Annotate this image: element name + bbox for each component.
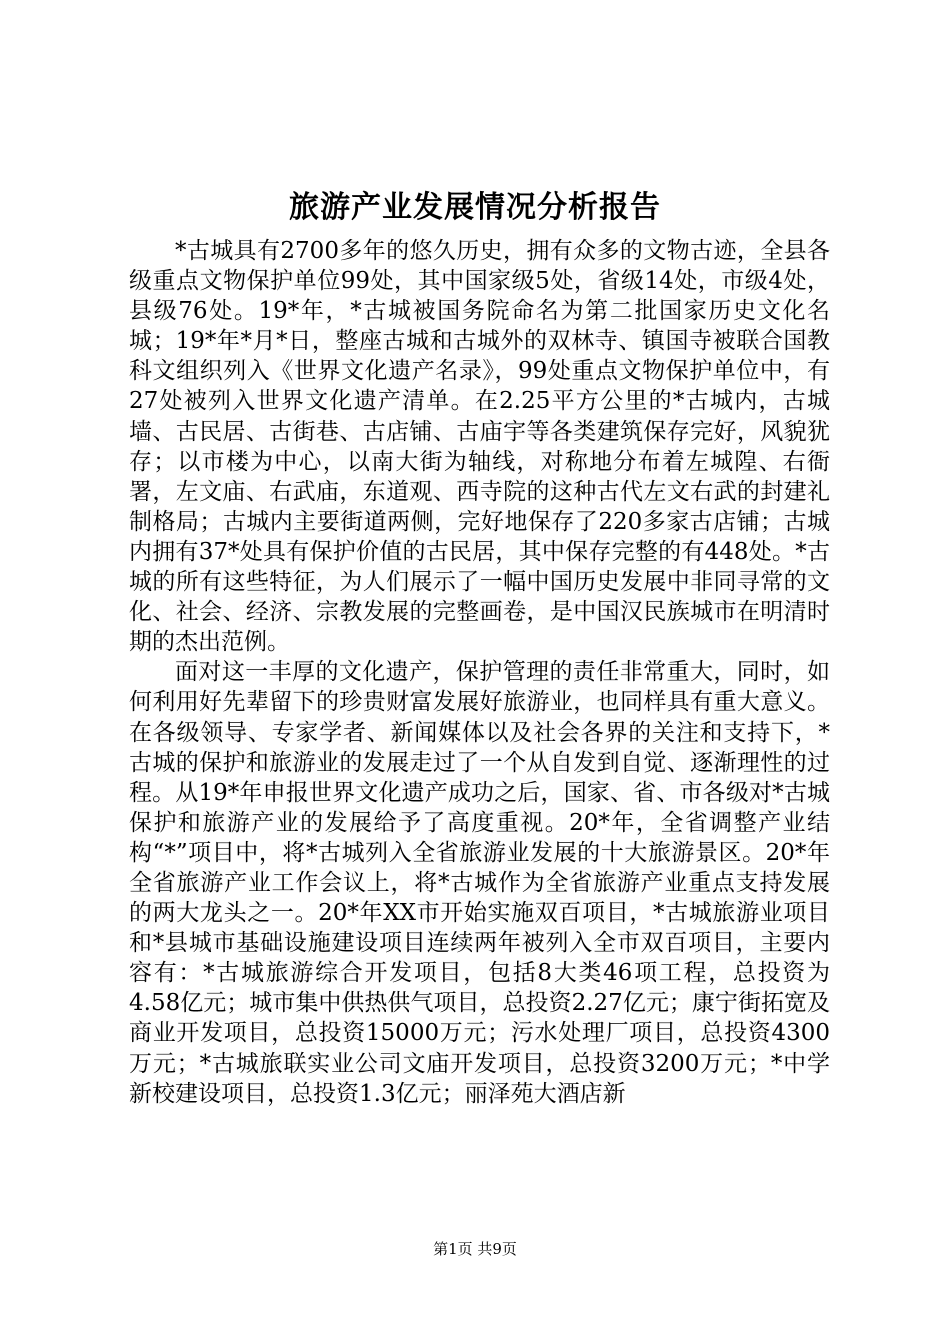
paragraph-1: *古城具有2700多年的悠久历史，拥有众多的文物古迹，全县各级重点文物保护单位99处，其中国家级5处，省级14处，市级4处，县级76处。19*年，*古城被国务院命名为第二批国家历史文化名城；19*年*月*日，整座古城和古城外的双林寺、镇国寺被联合国教科文组织列入《世界文化遗产名录》，99处重点文物保护单位中，有27处被列入世界文化遗产清单。在2.25平方公里的*古城内，古城墙、古民居、古街巷、古店铺、古庙宇等各类建筑保存完好，风貌犹存；以市楼为中心，以南大街为轴线，对称地分布着左城隍、右衙署，左文庙、右武庙，东道观、西寺院的这种古代左文右武的封建礼制格局；古城内主要街道两侧，完好地保存了220多家古店铺；古城内拥有37*处具有保护价值的古民居，其中保存完整的有448处。*古城的所有这些特征，为人们展示了一幅中国历史发展中非同寻常的文化、社会、经济、宗教发展的完整画卷，是中国汉民族城市在明清时期的杰出范例。 [129,238,830,656]
document-body [129,236,830,1109]
paragraph-2: 面对这一丰厚的文化遗产，保护管理的责任非常重大，同时，如何利用好先辈留下的珍贵财富发展好旅游业，也同样具有重大意义。在各级领导、专家学者、新闻媒体以及社会各界的关注和支持下，*古城的保护和旅游业的发展走过了一个从自发到自觉、逐渐理性的过程。从19*年申报世界文化遗产成功之后，国家、省、市各级对*古城保护和旅游产业的发展给予了高度重视。20*年，全省调整产业结构“*”项目中，将*古城列入全省旅游业发展的十大旅游景区。20*年全省旅游产业工作会议上，将*古城作为全省旅游产业重点支持发展的两大龙头之一。20*年XX市开始实施双百项目，*古城旅游业项目和*县城市基础设施建设项目连续两年被列入全市双百项目，主要内容有：*古城旅游综合开发项目，包括8大类46项工程，总投资为4.58亿元；城市集中供热供气项目，总投资2.27亿元；康宁街拓宽及商业开发项目，总投资15000万元；污水处理厂项目，总投资4300万元；*古城旅联实业公司文庙开发项目，总投资3200万元；*中学新校建设项目，总投资1.3亿元；丽泽苑大酒店新 [129,659,830,1107]
document-title: 旅游产业发展情况分析报告 [289,190,661,225]
page-footer: 第1页 共9页 [433,1240,517,1258]
